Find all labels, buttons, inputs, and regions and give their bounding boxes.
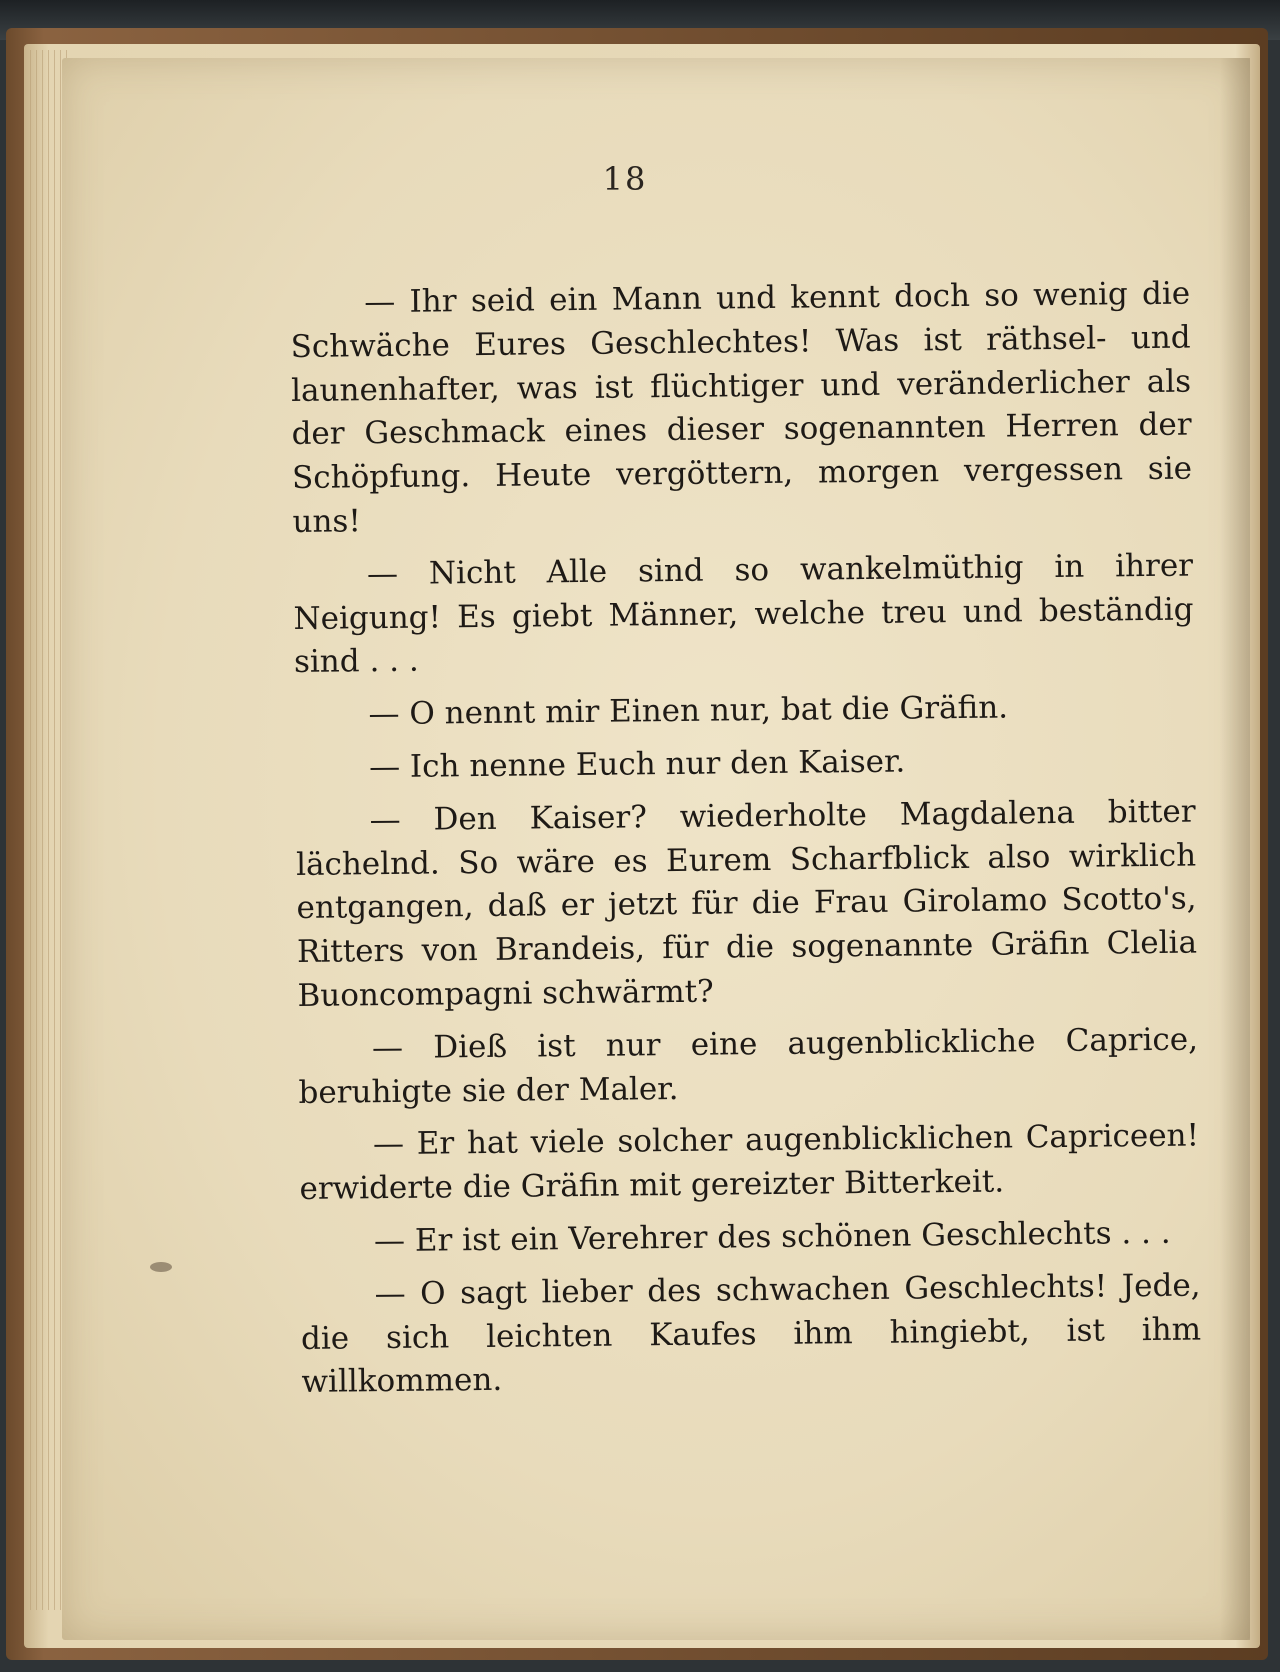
paragraph: — O sagt lieber des schwachen Geschlechts! Jede, die sich leichten Kaufes ihm hingiebt, ist ihm willkommen.	[300, 1267, 1202, 1401]
paragraph: — Er hat viele solcher augenblicklichen Capriceen! erwiderte die Gräfin mit gereizter Bitterkeit.	[299, 1117, 1200, 1208]
paragraph: — Den Kaiser? wiederholte Magdalena bitter lächelnd. So wäre es Eurem Scharfblick also wirklich entgangen, daß er jetzt für die Frau Girolamo Scotto's, Ritters von Brandeis, für die sogenannte Gräfin Clelia Buoncompagni schwärmt?	[295, 793, 1198, 1014]
paragraph: — Ich nenne Euch nur den Kaiser.	[368, 743, 906, 786]
page-gutter-shadow	[1220, 58, 1250, 1640]
paragraph: — Dieß ist nur eine augenblickliche Caprice, beruhigte sie der Maler.	[298, 1021, 1199, 1111]
paragraph: — Er ist ein Verehrer des schönen Geschlechts . . .	[373, 1214, 1171, 1260]
paragraph: — Ihr seid ein Mann und kennt doch so wenig die Schwäche Eures Geschlechtes! Was ist räthsel- und launenhafter, was ist flüchtiger und veränderlicher als der Geschmack eines dieser sogenannten Herren der Schöpfung. Heute vergöttern, morgen vergessen sie uns!	[290, 275, 1193, 540]
paragraph: — O nennt mir Einen nur, bat die Gräfin.	[368, 689, 1009, 733]
paragraph: — Nicht Alle sind so wankelmüthig in ihrer Neigung! Es giebt Männer, welche treu und beständig sind . . .	[293, 547, 1194, 681]
ink-stain	[150, 1262, 172, 1272]
page-body-text	[290, 273, 1202, 1414]
page-number: 18	[602, 160, 648, 198]
